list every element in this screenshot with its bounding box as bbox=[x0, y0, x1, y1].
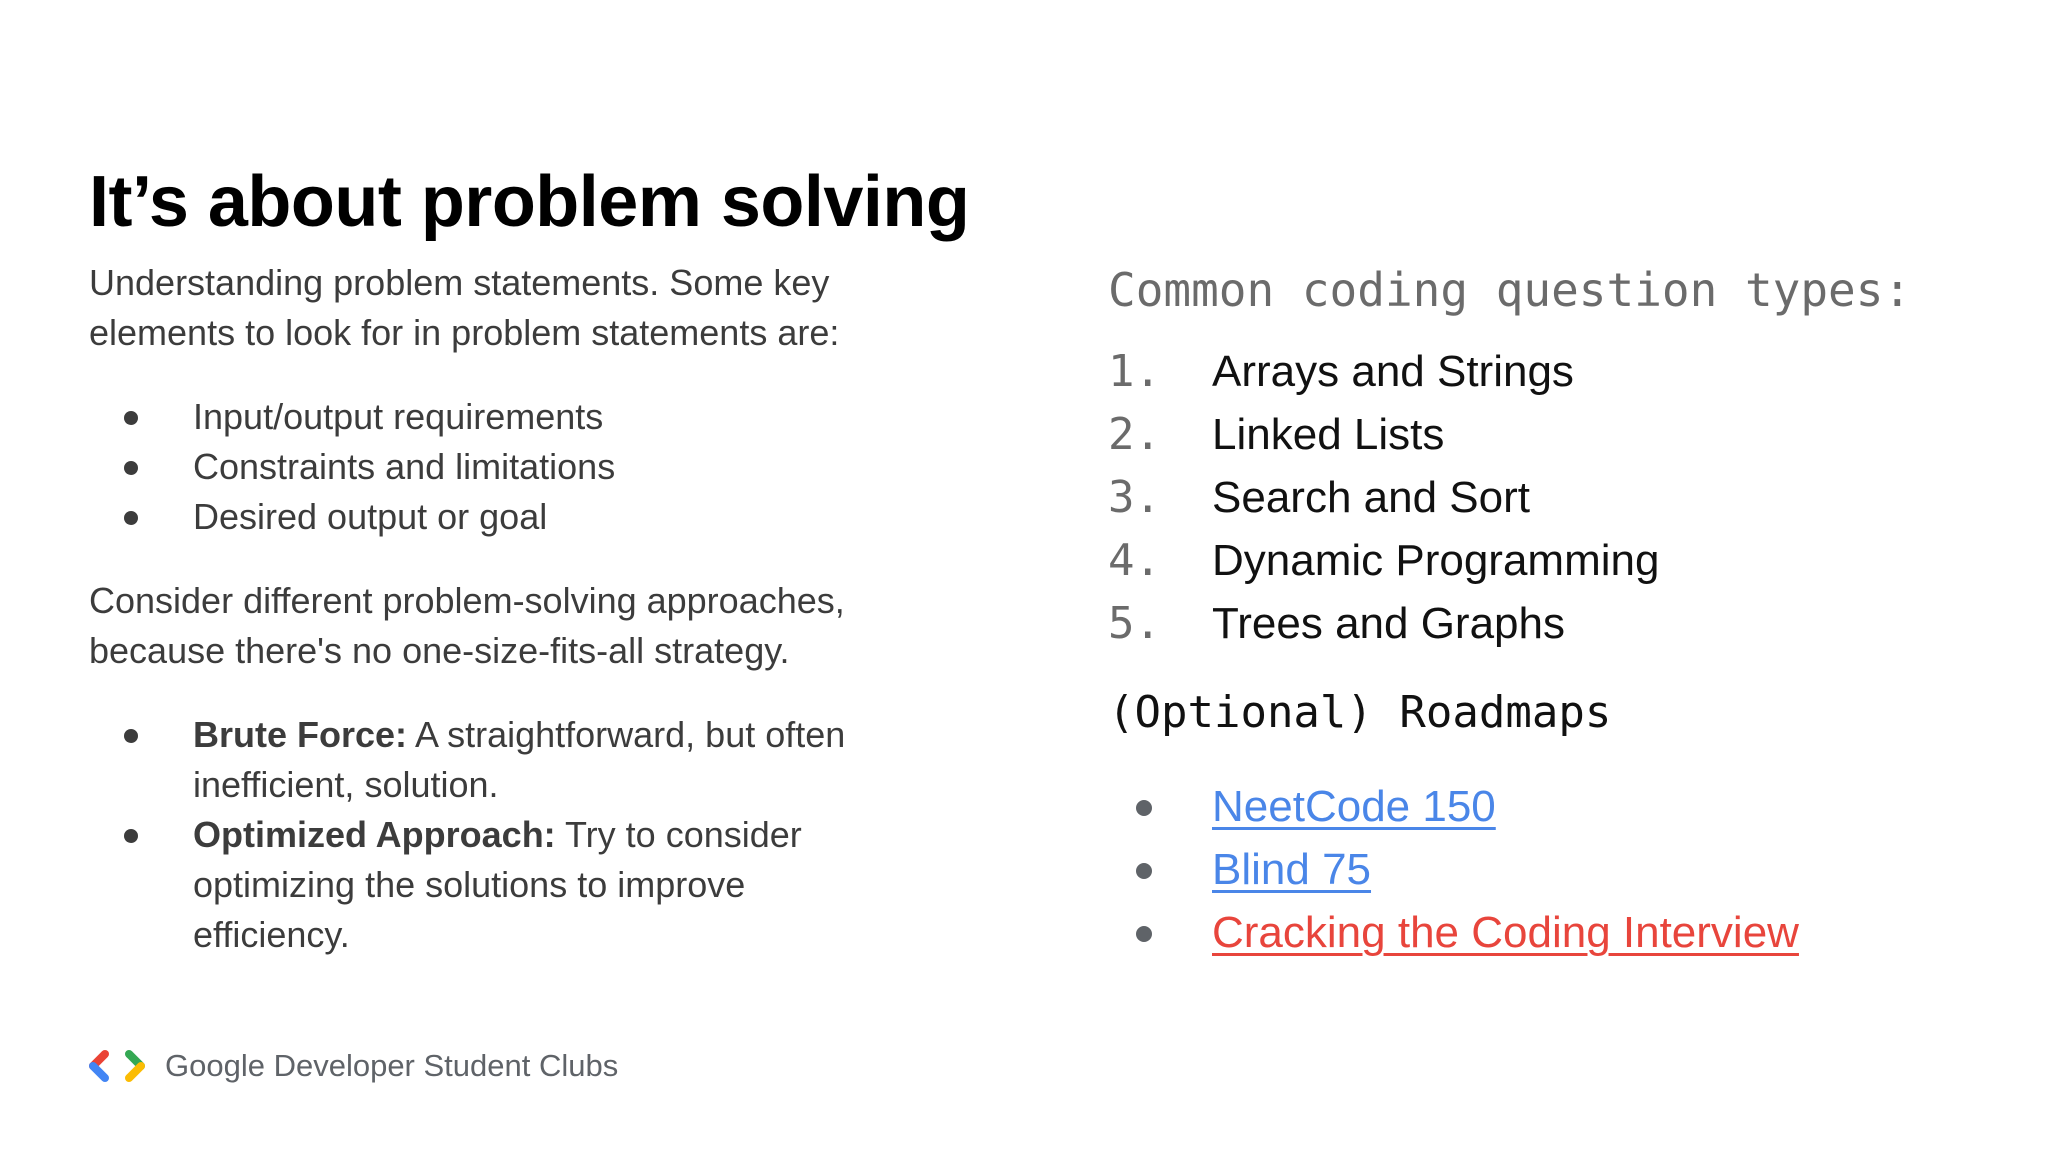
approaches-paragraph: Consider different problem-solving approaches, because there's no one-size-fits-all strategy. bbox=[89, 580, 845, 671]
bullet-dot-icon bbox=[124, 411, 138, 425]
list-item-text: Linked Lists bbox=[1212, 410, 1445, 459]
left-column bbox=[89, 258, 909, 994]
list-item-text: Input/output requirements bbox=[193, 396, 604, 437]
list-item bbox=[89, 442, 909, 492]
list-number: 2. bbox=[1108, 409, 1161, 460]
list-item-text: Dynamic Programming bbox=[1212, 536, 1660, 585]
roadmaps-heading: (Optional) Roadmaps bbox=[1108, 687, 1612, 738]
list-item bbox=[1108, 403, 2008, 466]
bullet-dot-icon bbox=[1136, 863, 1152, 879]
list-item bbox=[1108, 901, 2008, 964]
neetcode-150-link[interactable]: NeetCode 150 bbox=[1212, 782, 1496, 831]
bullet-dot-icon bbox=[124, 829, 138, 843]
approach-term: Brute Force: bbox=[193, 714, 408, 755]
organization-name: Google Developer Student Clubs bbox=[165, 1048, 619, 1083]
list-item bbox=[89, 810, 909, 960]
cracking-the-coding-interview-link[interactable]: Cracking the Coding Interview bbox=[1212, 908, 1799, 957]
list-item bbox=[1108, 592, 2008, 655]
question-types-heading: Common coding question types: bbox=[1108, 263, 1912, 317]
list-item-text: Desired output or goal bbox=[193, 496, 548, 537]
list-number: 4. bbox=[1108, 535, 1161, 586]
list-item bbox=[89, 392, 909, 442]
list-number: 1. bbox=[1108, 346, 1161, 397]
list-item-text: Constraints and limitations bbox=[193, 446, 616, 487]
list-item bbox=[1108, 838, 2008, 901]
list-item bbox=[89, 710, 909, 810]
approaches-list bbox=[89, 710, 909, 960]
bullet-dot-icon bbox=[124, 461, 138, 475]
approach-term: Optimized Approach: bbox=[193, 814, 556, 855]
footer bbox=[89, 1046, 618, 1086]
bullet-dot-icon bbox=[124, 511, 138, 525]
right-column bbox=[1108, 262, 2008, 964]
list-item bbox=[89, 492, 909, 542]
slide-title: It’s about problem solving bbox=[89, 162, 970, 243]
list-item-text: Search and Sort bbox=[1212, 473, 1530, 522]
intro-paragraph: Understanding problem statements. Some key elements to look for in problem statements are: bbox=[89, 262, 840, 353]
list-number: 3. bbox=[1108, 472, 1161, 523]
list-item bbox=[1108, 775, 2008, 838]
bullet-dot-icon bbox=[1136, 800, 1152, 816]
list-item-text: Arrays and Strings bbox=[1212, 347, 1574, 396]
gdsc-brackets-icon bbox=[89, 1049, 151, 1083]
approach-description: A straightforward, but often inefficient, solution. bbox=[193, 714, 846, 805]
approach-description: Try to consider optimizing the solutions to improve efficiency. bbox=[193, 814, 802, 955]
question-types-list bbox=[1108, 340, 2008, 655]
key-elements-list bbox=[89, 392, 909, 542]
blind-75-link[interactable]: Blind 75 bbox=[1212, 845, 1372, 894]
list-number: 5. bbox=[1108, 598, 1161, 649]
list-item-text: Trees and Graphs bbox=[1212, 599, 1565, 648]
list-item bbox=[1108, 529, 2008, 592]
list-item bbox=[1108, 466, 2008, 529]
list-item bbox=[1108, 340, 2008, 403]
roadmaps-list bbox=[1108, 775, 2008, 964]
bullet-dot-icon bbox=[124, 729, 138, 743]
bullet-dot-icon bbox=[1136, 926, 1152, 942]
